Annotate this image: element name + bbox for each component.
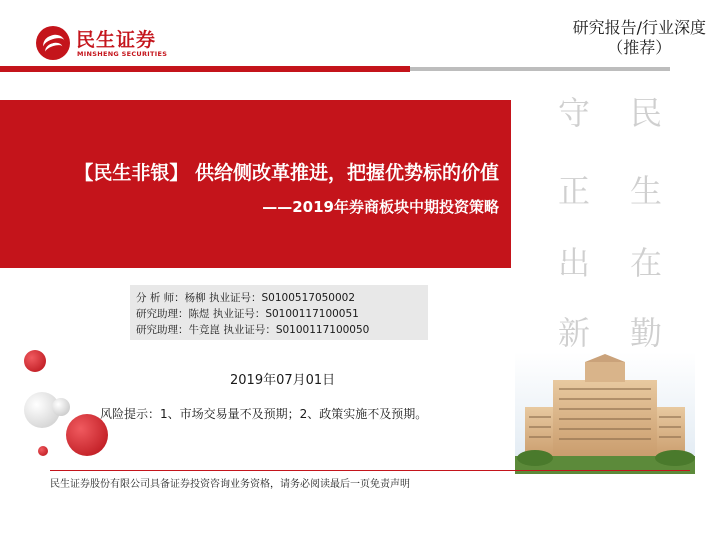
motto-char: 勤 (630, 314, 663, 352)
title-block (0, 100, 511, 268)
report-category: 研究报告/行业深度 (572, 18, 706, 37)
decorative-dot (52, 398, 70, 416)
disclaimer: 民生证券股份有限公司具备证券投资咨询业务资格，请务必阅读最后一页免责声明 (50, 479, 410, 490)
report-date: 2019年07月01日 (230, 373, 336, 388)
motto-char: 民 (630, 94, 663, 132)
minsheng-logo-icon (36, 26, 70, 60)
analyst-row: 研究助理：陈煜 执业证号：S0100117100051 (136, 308, 359, 320)
report-rating: （推荐） (607, 38, 672, 57)
decorative-dot (38, 446, 48, 456)
motto (548, 80, 688, 350)
motto-char: 出 (558, 244, 591, 282)
report-title: 【民生非银】 供给侧改革推进，把握优势标的价值 (74, 162, 499, 184)
motto-char: 正 (558, 172, 591, 210)
risk-warning: 风险提示：1、市场交易量不及预期；2、政策实施不及预期。 (100, 407, 428, 421)
report-type (573, 18, 706, 58)
building-image (515, 352, 695, 474)
motto-char: 在 (630, 244, 663, 282)
motto-char: 生 (630, 172, 663, 210)
report-subtitle: ——2019年券商板块中期投资策略 (262, 198, 499, 216)
motto-char: 守 (558, 94, 591, 132)
analyst-box (130, 285, 428, 340)
motto-char: 新 (558, 314, 591, 352)
analyst-row: 研究助理：牛竞崑 执业证号：S0100117100050 (136, 324, 370, 336)
logo-name-cn: 民生证券 (76, 29, 157, 51)
logo-name-en: MINSHENG SECURITIES (77, 50, 168, 58)
decorative-dot (66, 414, 108, 456)
decorative-dot (24, 350, 46, 372)
analyst-row: 分 析 师：杨柳 执业证号：S0100517050002 (136, 292, 356, 304)
header-bar-gray (410, 67, 670, 71)
footer-divider (50, 470, 690, 471)
company-logo (30, 22, 190, 64)
header-bar-red (0, 66, 410, 72)
